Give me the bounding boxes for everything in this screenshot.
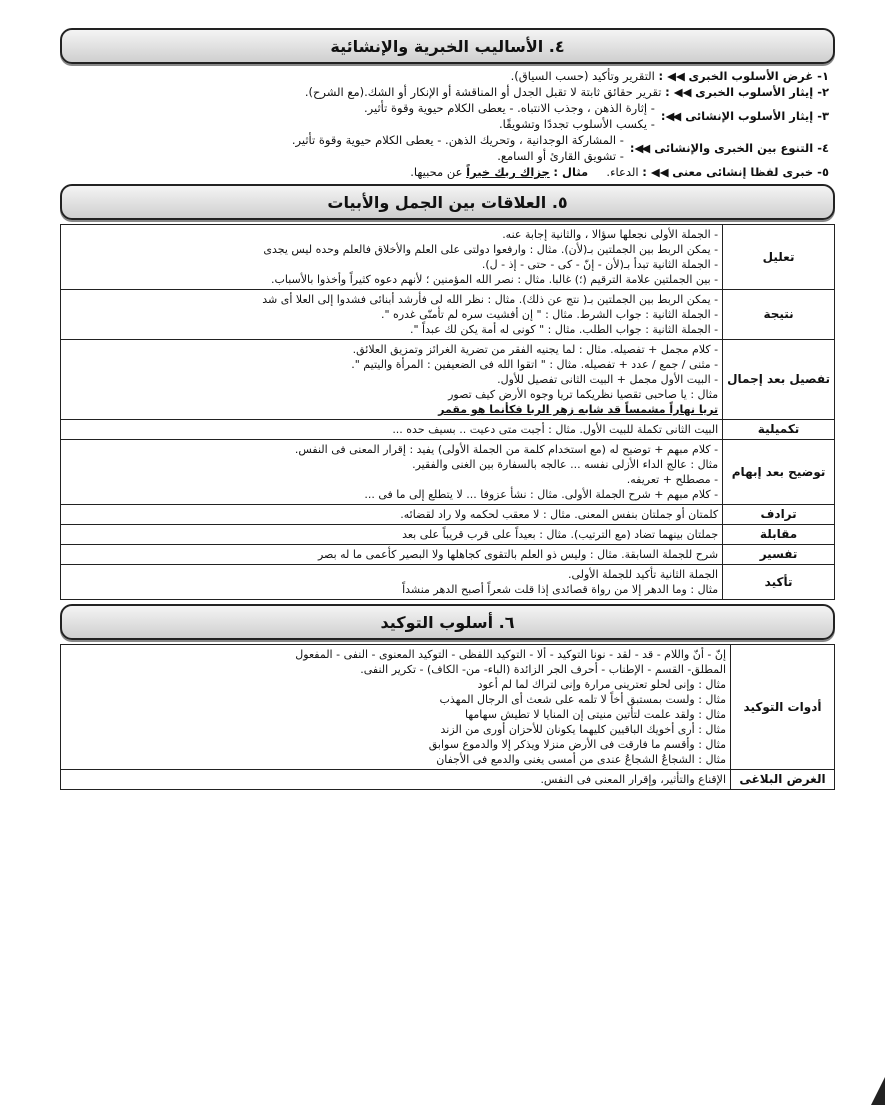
item-4-text-2: - تشويق القارئ أو السامع. xyxy=(497,149,624,163)
row-line: - الجملة الثانية : جواب الطلب. مثال : " كونى له أمة يكن لك عبداً ". xyxy=(410,323,719,336)
row-label: تفصيل بعد إجمال xyxy=(723,340,835,420)
relations-table xyxy=(60,224,835,600)
row-line: - الجملة الثانية تبدأ بـ(لأن - إنّ - كى - حتى - إذ - ل). xyxy=(481,258,719,271)
arrow-icon: ◀◀ : xyxy=(660,109,680,123)
row-line: الإقناع والتأثير، وإقرار المعنى فى النفس. xyxy=(540,773,726,786)
item-3-text: - إثارة الذهن ، وجذب الانتباه. - يعطى الكلام حيوية وقوة تأثير. xyxy=(363,101,655,115)
row-content xyxy=(61,440,723,505)
row-line: إنّ - أنّ واللام - قد - لقد - نونا التوكيد - ألا - التوكيد اللفظى - التوكيد المعنوى - النفى - المفعول xyxy=(295,648,726,661)
item-3-label: ٣- إيثار الأسلوب الإنشائى xyxy=(685,109,829,123)
item-1-text: التقرير وتأكيد (حسب السياق). xyxy=(510,69,655,83)
row-label: تفسير xyxy=(723,545,835,565)
row-label: الغرض البلاغى xyxy=(731,770,835,790)
row-label: ترادف xyxy=(723,505,835,525)
row-line: مثال : وإنى لحلو تعترينى مرارة وإنى لتراك لما لم أعود xyxy=(477,678,726,691)
row-line: - كلام مبهم + شرح الجملة الأولى. مثال : نشأ عزوفا ... لا يتطلع إلى ما فى ... xyxy=(364,488,719,501)
row-line: مثال : أرى أخويك الباقيين كليهما يكونان للأحزان أورى من الزند xyxy=(440,723,726,736)
row-line: - الجملة الأولى نجعلها سؤالا ، والثانية إجابة عنه. xyxy=(502,228,719,241)
row-content xyxy=(61,505,723,525)
row-line: الجملة الثانية تأكيد للجملة الأولى. xyxy=(567,568,719,581)
item-5-example-tail: عن محبيها. xyxy=(410,165,463,179)
row-label: تكميلية xyxy=(723,420,835,440)
table-row xyxy=(61,645,835,770)
item-2-text: تقرير حقائق ثابتة لا تقبل الجدل أو المناقشة أو الإنكار أو الشك.(مع الشرح). xyxy=(304,85,662,99)
row-line: - بين الجملتين علامة الترقيم (؛) غالبا. مثال : نصر الله المؤمنين ؛ لأنهم دعوه كثيراً وأخذوا بالأسباب. xyxy=(271,273,719,286)
table-row xyxy=(61,440,835,505)
arrow-icon: ◀◀ : xyxy=(642,165,669,179)
arrow-icon: ◀◀ : xyxy=(629,141,649,155)
row-line: - يمكن الربط بين الجملتين بـ( نتج عن ذلك). مثال : نظر الله لى فأرشد أبنائى فشدوا إلى العلا أى شد xyxy=(262,293,719,306)
row-content xyxy=(61,420,723,440)
item-3 xyxy=(66,100,829,132)
table-row xyxy=(61,525,835,545)
table-row xyxy=(61,420,835,440)
row-content xyxy=(61,645,731,770)
row-content xyxy=(61,290,723,340)
row-line: - كلام مجمل + تفصيله. مثال : لما يجنيه الفقر من تضرية الغرائز وتمزيق العلائق. xyxy=(352,343,719,356)
row-line: شرح للجملة السابقة. مثال : وليس ذو العلم بالتقوى كجاهلها ولا البصير كأعمى ما له بصر xyxy=(317,548,719,561)
row-line: البيت الثانى تكملة للبيت الأول. مثال : أجبت متى دعيت .. بسيف حده ... xyxy=(392,423,719,436)
section-5-title: ٥. العلاقات بين الجمل والأبيات xyxy=(60,184,835,220)
table-row xyxy=(61,290,835,340)
item-2 xyxy=(66,84,829,100)
section-5 xyxy=(60,184,835,600)
section-4 xyxy=(60,28,835,180)
arrow-icon: ◀◀ : xyxy=(665,85,692,99)
section-6 xyxy=(60,604,835,790)
row-content xyxy=(61,340,723,420)
row-line: مثال : ولست بمستبق أخاً لا تلمه على شعث أى الرجال المهذب xyxy=(439,693,726,706)
row-line: المطلق- القسم - الإطناب - أحرف الجر الزائدة (الباء- من- الكاف) - تكرير النفى. xyxy=(360,663,726,676)
item-3-text-2: - يكسب الأسلوب تجددًا وتشويقًا. xyxy=(498,117,655,131)
item-2-label: ٢- إيثار الأسلوب الخبرى xyxy=(695,85,829,99)
row-content xyxy=(61,545,723,565)
item-1 xyxy=(66,68,829,84)
item-5-text: الدعاء. xyxy=(606,165,639,179)
row-label: نتيجة xyxy=(723,290,835,340)
row-content xyxy=(61,225,723,290)
table-row xyxy=(61,505,835,525)
page-corner-shape xyxy=(871,1077,885,1105)
row-label: تعليل xyxy=(723,225,835,290)
row-line: مثال : وما الدهر إلا من رواة قصائدى إذا قلت شعراً أصبح الدهر منشداً xyxy=(402,583,719,596)
arrow-icon: ◀◀ : xyxy=(658,69,685,83)
row-line: - الجملة الثانية : جواب الشرط. مثال : " إن أفشيت سره لم تأمنّى غدره ". xyxy=(381,308,719,321)
row-line: مثال : عالج الداء الأزلى نفسه ... عالجه بالسفارة بين الغنى والفقير. xyxy=(412,458,719,471)
row-line: مثال : ولقد علمت لتأتين منيتى إن المنايا لا تطيش سهامها xyxy=(464,708,726,721)
table-row xyxy=(61,340,835,420)
table-row xyxy=(61,545,835,565)
document-page xyxy=(60,28,835,794)
row-content xyxy=(61,565,723,600)
row-line: - البيت الأول مجمل + البيت الثانى تفصيل للأول. xyxy=(497,373,719,386)
row-line: - مصطلح + تعريفه. xyxy=(626,473,719,486)
item-4-text: - المشاركة الوجدانية ، وتحريك الذهن. - يعطى الكلام حيوية وقوة تأثير. xyxy=(291,133,624,147)
row-line: - يمكن الربط بين الجملتين بـ(لأن). مثال : وارفعوا دولتى على العلم والأخلاق فالعلم وحده ليس يجدى xyxy=(263,243,719,256)
row-line: تريا نهاراً مشمساً قد شابه زهر الربا فكأنما هو مقمر xyxy=(438,403,719,416)
item-5-example: جزاك ربك خيراً xyxy=(466,165,550,179)
item-4-label: ٤- التنوع بين الخبرى والإنشائى xyxy=(654,141,829,155)
item-5 xyxy=(66,164,829,180)
row-label: تأكيد xyxy=(723,565,835,600)
row-content xyxy=(61,770,731,790)
section-4-body xyxy=(60,68,835,180)
item-1-label: ١- غرض الأسلوب الخبرى xyxy=(688,69,829,83)
row-line: - مثنى / جمع / عدد + تفصيله. مثال : " اتقوا الله فى الضعيفين : المرأة واليتيم ". xyxy=(351,358,719,371)
table-row xyxy=(61,565,835,600)
row-line: - كلام مبهم + توضيح له (مع استخدام كلمة من الجملة الأولى) يفيد : إقرار المعنى فى النفس. xyxy=(294,443,719,456)
row-line: مثال : يا صاحبى تقصيا نظريكما تريا وجوه الأرض كيف تصور xyxy=(448,388,719,401)
row-line: مثال : وأقسم ما فارقت فى الأرض منزلا ويذكر إلا والدموع سوابق xyxy=(428,738,726,751)
item-4 xyxy=(66,132,829,164)
item-5-example-label: مثال : xyxy=(553,165,589,179)
row-content xyxy=(61,525,723,545)
section-4-title: ٤. الأساليب الخبرية والإنشائية xyxy=(60,28,835,64)
row-line: مثال : الشجاعُ الشجاعُ عندى من أمسى يغنى والدمع فى الأجفان xyxy=(436,753,726,766)
row-label: أدوات التوكيد xyxy=(731,645,835,770)
section-6-title: ٦. أسلوب التوكيد xyxy=(60,604,835,640)
row-line: كلمتان أو جملتان بنفس المعنى. مثال : لا معقب لحكمه ولا راد لقضائه. xyxy=(400,508,719,521)
row-line: جملتان بينهما تضاد (مع الترتيب). مثال : بعيداً على قرب قريباً على بعد xyxy=(402,528,719,541)
table-row xyxy=(61,225,835,290)
row-label: توضيح بعد إبهام xyxy=(723,440,835,505)
emphasis-table xyxy=(60,644,835,790)
row-label: مقابلة xyxy=(723,525,835,545)
table-row xyxy=(61,770,835,790)
item-5-label: ٥- خبرى لفظا إنشائى معنى xyxy=(672,165,829,179)
